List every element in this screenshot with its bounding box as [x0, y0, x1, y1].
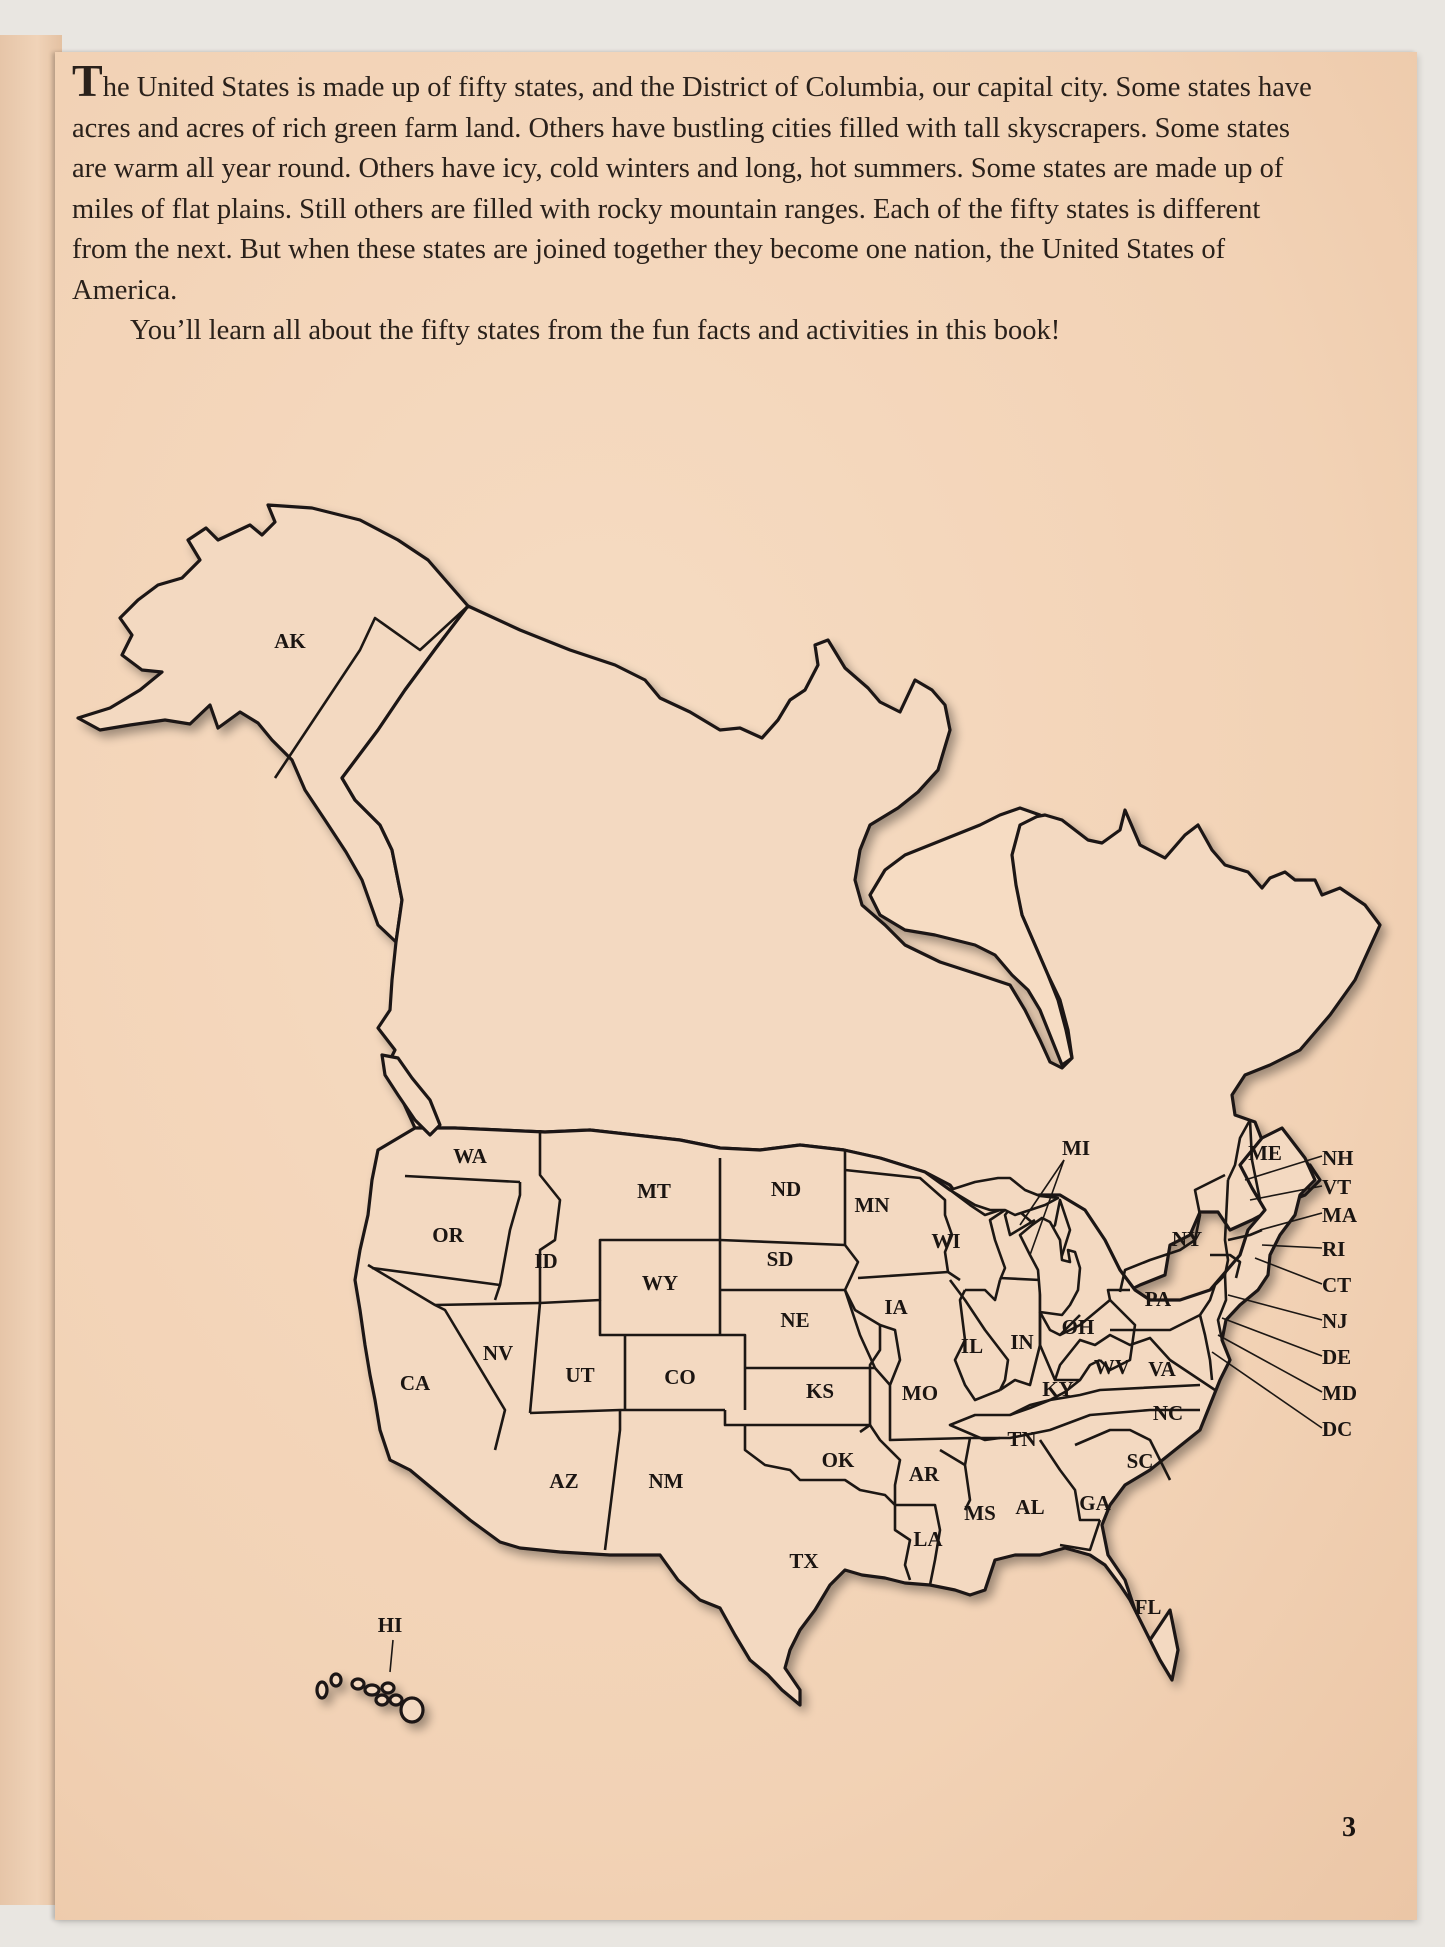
label-nh: NH	[1322, 1146, 1354, 1170]
page-number: 3	[1342, 1812, 1356, 1843]
label-il: IL	[960, 1334, 984, 1358]
label-sd: SD	[766, 1247, 794, 1271]
label-pa: PA	[1144, 1287, 1172, 1311]
label-ia: IA	[884, 1295, 908, 1319]
label-ut: UT	[565, 1363, 595, 1387]
label-fl: FL	[1134, 1595, 1162, 1619]
label-nm: NM	[648, 1469, 684, 1493]
label-wa: WA	[453, 1144, 487, 1168]
intro-paragraph-1-text: he United States is made up of fifty states, and the District of Columbia, our capital city. Some states have acres and acres of rich green farm land. Others have bustling cities filled with tall skyscrapers. Some states are warm all year round. Others have icy, cold winters and long, hot summers. Some states are made up of miles of flat plains. Still others are filled with rocky mountain ranges. Each of the fifty states is different from the next. But when these states are joined together they become one nation, the United States of America.	[72, 72, 1312, 306]
label-ok: OK	[821, 1448, 855, 1472]
label-ny: NY	[1171, 1227, 1203, 1251]
label-nc: NC	[1152, 1401, 1184, 1425]
intro-paragraph-2: You’ll learn all about the fifty states from the fun facts and activities in this book!	[130, 315, 1061, 346]
label-nj: NJ	[1322, 1309, 1348, 1333]
label-ne: NE	[780, 1308, 810, 1332]
drop-cap: T	[72, 55, 103, 106]
label-dc: DC	[1322, 1417, 1353, 1441]
label-nv: NV	[482, 1341, 514, 1365]
label-mt: MT	[637, 1179, 671, 1203]
label-hi: HI	[377, 1613, 403, 1637]
label-az: AZ	[549, 1469, 579, 1493]
label-mi: MI	[1062, 1136, 1090, 1160]
label-sc: SC	[1126, 1449, 1154, 1473]
label-tn: TN	[1007, 1427, 1037, 1451]
label-ak: AK	[274, 629, 306, 653]
label-ri: RI	[1322, 1237, 1346, 1261]
label-ks: KS	[805, 1379, 835, 1403]
label-in: IN	[1010, 1330, 1034, 1354]
label-wi: WI	[931, 1229, 961, 1253]
label-co: CO	[664, 1365, 696, 1389]
label-oh: OH	[1061, 1315, 1095, 1339]
label-vt: VT	[1322, 1175, 1352, 1199]
label-ct: CT	[1322, 1273, 1352, 1297]
label-tx: TX	[789, 1549, 819, 1573]
label-mo: MO	[901, 1381, 939, 1405]
label-wy: WY	[641, 1271, 679, 1295]
label-al: AL	[1015, 1495, 1045, 1519]
label-me: ME	[1248, 1141, 1282, 1165]
label-ca: CA	[399, 1371, 431, 1395]
label-ky: KY	[1042, 1377, 1074, 1401]
label-ms: MS	[964, 1501, 996, 1525]
label-nd: ND	[770, 1177, 802, 1201]
label-wv: WV	[1093, 1355, 1131, 1379]
label-ga: GA	[1079, 1491, 1111, 1515]
label-id: ID	[534, 1249, 558, 1273]
label-ma: MA	[1322, 1203, 1357, 1227]
label-md: MD	[1322, 1381, 1357, 1405]
label-mn: MN	[854, 1193, 890, 1217]
label-ar: AR	[908, 1462, 940, 1486]
hawaii-islands	[317, 1674, 423, 1722]
label-la: LA	[913, 1527, 943, 1551]
label-or: OR	[432, 1223, 464, 1247]
label-va: VA	[1148, 1357, 1176, 1381]
label-de: DE	[1322, 1345, 1352, 1369]
